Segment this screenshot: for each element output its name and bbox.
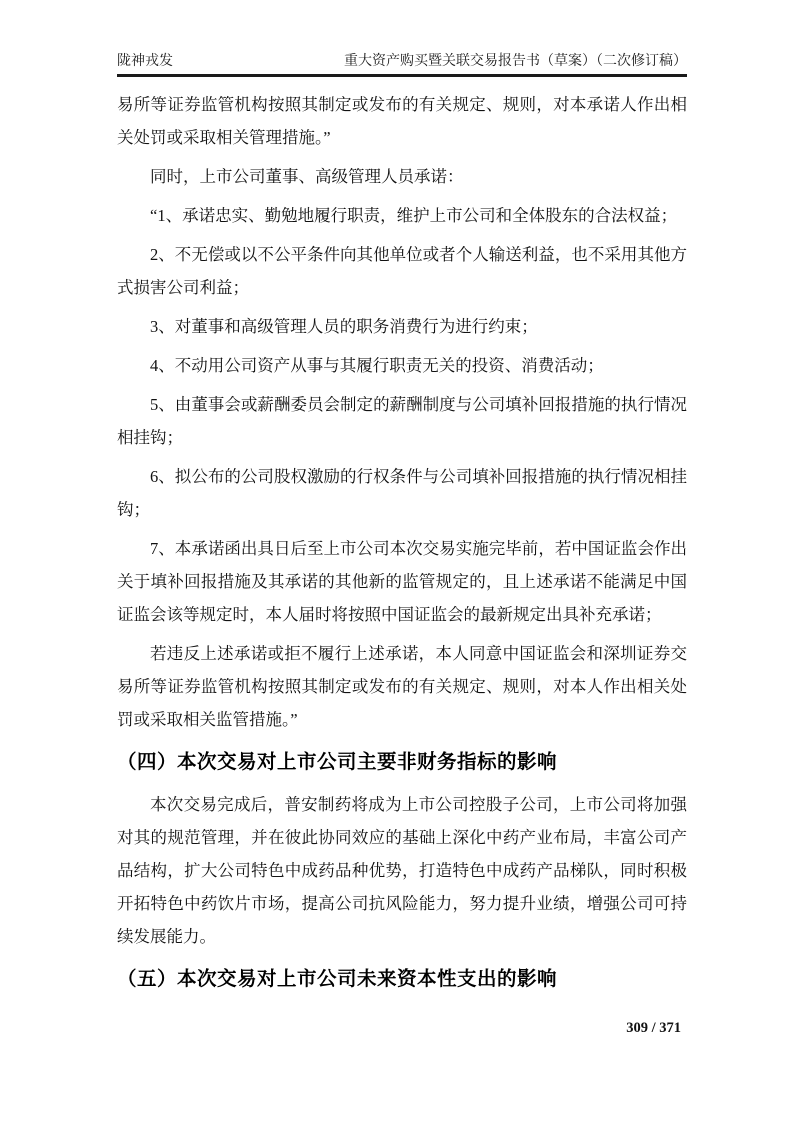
paragraph-item-6: 6、拟公布的公司股权激励的行权条件与公司填补回报措施的执行情况相挂钩； bbox=[117, 467, 687, 519]
paragraph-continuation: 易所等证券监管机构按照其制定或发布的有关规定、规则，对本承诺人作出相关处罚或采取相关管理措施。” bbox=[117, 95, 687, 147]
header-company-name: 陇神戎发 bbox=[117, 54, 173, 69]
document-body bbox=[117, 88, 687, 993]
paragraph-item-2: 2、不无偿或以不公平条件向其他单位或者个人输送利益，也不采用其他方式损害公司利益； bbox=[117, 245, 687, 297]
page-number: 309 / 371 bbox=[626, 1020, 681, 1036]
paragraph-item-5: 5、由董事会或薪酬委员会制定的薪酬制度与公司填补回报措施的执行情况相挂钩； bbox=[117, 395, 687, 447]
paragraph-item-1: “1、承诺忠实、勤勉地履行职责，维护上市公司和全体股东的合法权益； bbox=[150, 206, 678, 225]
paragraph-non-financial-impact: 本次交易完成后，普安制药将成为上市公司控股子公司，上市公司将加强对其的规范管理，并在彼此协同效应的基础上深化中药产业布局，丰富公司产品结构，扩大公司特色中成药品种优势，打造特色中成药产品梯队，同时积极开拓特色中药饮片市场，提高公司抗风险能力，努力提升业绩，增强公司可持续发展能力。 bbox=[117, 795, 687, 946]
paragraph-commitment-intro: 同时，上市公司董事、高级管理人员承诺： bbox=[150, 167, 464, 186]
paragraph-violation-clause: 若违反上述承诺或拒不履行上述承诺，本人同意中国证监会和深圳证券交易所等证券监管机构按照其制定或发布的有关规定、规则，对本人作出相关处罚或采取相关监管措施。” bbox=[117, 644, 687, 729]
section-heading-non-financial-impact: （四）本次交易对上市公司主要非财务指标的影响 bbox=[117, 751, 558, 773]
header-document-title: 重大资产购买暨关联交易报告书（草案）（二次修订稿） bbox=[344, 54, 687, 69]
section-heading-capex-impact: （五）本次交易对上市公司未来资本性支出的影响 bbox=[117, 968, 558, 990]
page-footer bbox=[626, 1020, 681, 1037]
header-divider bbox=[117, 74, 687, 77]
page-header bbox=[117, 53, 687, 71]
paragraph-item-7: 7、本承诺函出具日后至上市公司本次交易实施完毕前，若中国证监会作出关于填补回报措施及其承诺的其他新的监管规定的，且上述承诺不能满足中国证监会该等规定时，本人届时将按照中国证监会的最新规定出具补充承诺； bbox=[117, 539, 687, 624]
paragraph-item-3: 3、对董事和高级管理人员的职务消费行为进行约束； bbox=[150, 317, 538, 336]
paragraph-item-4: 4、不动用公司资产从事与其履行职责无关的投资、消费活动； bbox=[150, 356, 604, 375]
